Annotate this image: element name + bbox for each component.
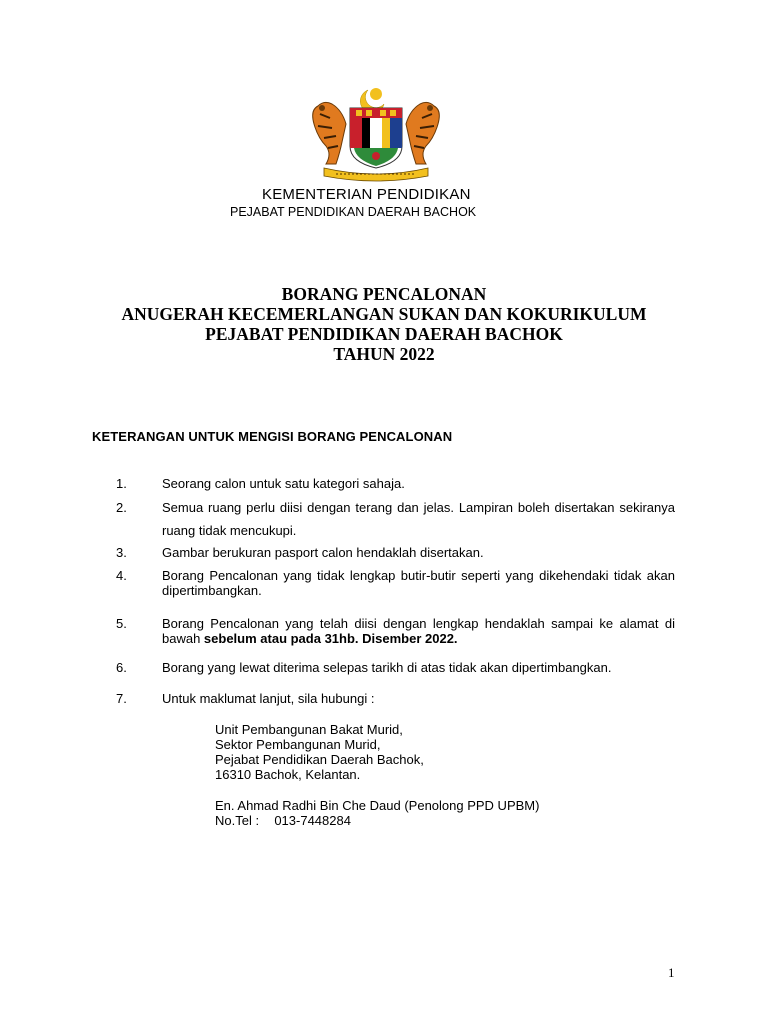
item-number: 2.: [116, 500, 127, 515]
item-text: Borang Pencalonan yang tidak lengkap butir-butir seperti yang dikehendaki tidak akan dipertimbangkan.: [162, 568, 675, 598]
phone-label: No.Tel :: [215, 813, 260, 828]
form-title: BORANG PENCALONAN: [281, 284, 487, 304]
contact-person: En. Ahmad Radhi Bin Che Daud (Penolong PPD UPBM): [215, 798, 540, 813]
deadline-text: sebelum atau pada 31hb. Disember 2022.: [203, 631, 458, 646]
item-text: Semua ruang perlu diisi dengan terang dan jelas. Lampiran boleh disertakan sekiranya ruang tidak mencukupi.: [162, 500, 675, 538]
phone-number: 013-7448284: [274, 813, 351, 828]
form-title-block: [0, 284, 768, 364]
award-title: ANUGERAH KECEMERLANGAN SUKAN DAN KOKURIKULUM: [121, 304, 647, 324]
motto-ribbon: [324, 168, 428, 181]
page-number: 1: [668, 965, 675, 980]
ministry-name: KEMENTERIAN PENDIDIKAN: [262, 186, 471, 203]
item-number: 3.: [116, 545, 127, 560]
item-text: Gambar berukuran pasport calon hendaklah disertakan.: [162, 545, 484, 560]
shield-icon: [350, 108, 402, 168]
coat-of-arms-logo: [296, 84, 456, 184]
district-office-name: PEJABAT PENDIDIKAN DAERAH BACHOK: [230, 205, 477, 219]
instructions-heading: KETERANGAN UNTUK MENGISI BORANG PENCALONAN: [92, 429, 453, 444]
address-line-1: Unit Pembangunan Bakat Murid,: [215, 722, 403, 737]
year-title: TAHUN 2022: [333, 344, 435, 364]
address-line-3: Pejabat Pendidikan Daerah Bachok,: [215, 752, 424, 767]
item-number: 1.: [116, 476, 127, 491]
left-tiger-icon: [313, 102, 346, 164]
item-number: 7.: [116, 691, 127, 706]
item-text: Untuk maklumat lanjut, sila hubungi :: [162, 691, 375, 706]
address-line-4: 16310 Bachok, Kelantan.: [215, 767, 361, 782]
item-text: Borang Pencalonan yang telah diisi dengan lengkap hendaklah sampai ke alamat di bawah: [162, 616, 675, 646]
item-number: 6.: [116, 660, 127, 675]
contact-phone-row: [215, 813, 351, 828]
office-title: PEJABAT PENDIDIKAN DAERAH BACHOK: [205, 324, 563, 344]
item-number: 4.: [116, 568, 127, 583]
right-tiger-icon: [406, 102, 439, 164]
item-number: 5.: [116, 616, 127, 631]
address-line-2: Sektor Pembangunan Murid,: [215, 737, 381, 752]
item-text: Borang yang lewat diterima selepas tarikh di atas tidak akan dipertimbangkan.: [162, 660, 612, 675]
item-text: Seorang calon untuk satu kategori sahaja.: [162, 476, 405, 491]
item-text-wrapper: [162, 616, 675, 646]
